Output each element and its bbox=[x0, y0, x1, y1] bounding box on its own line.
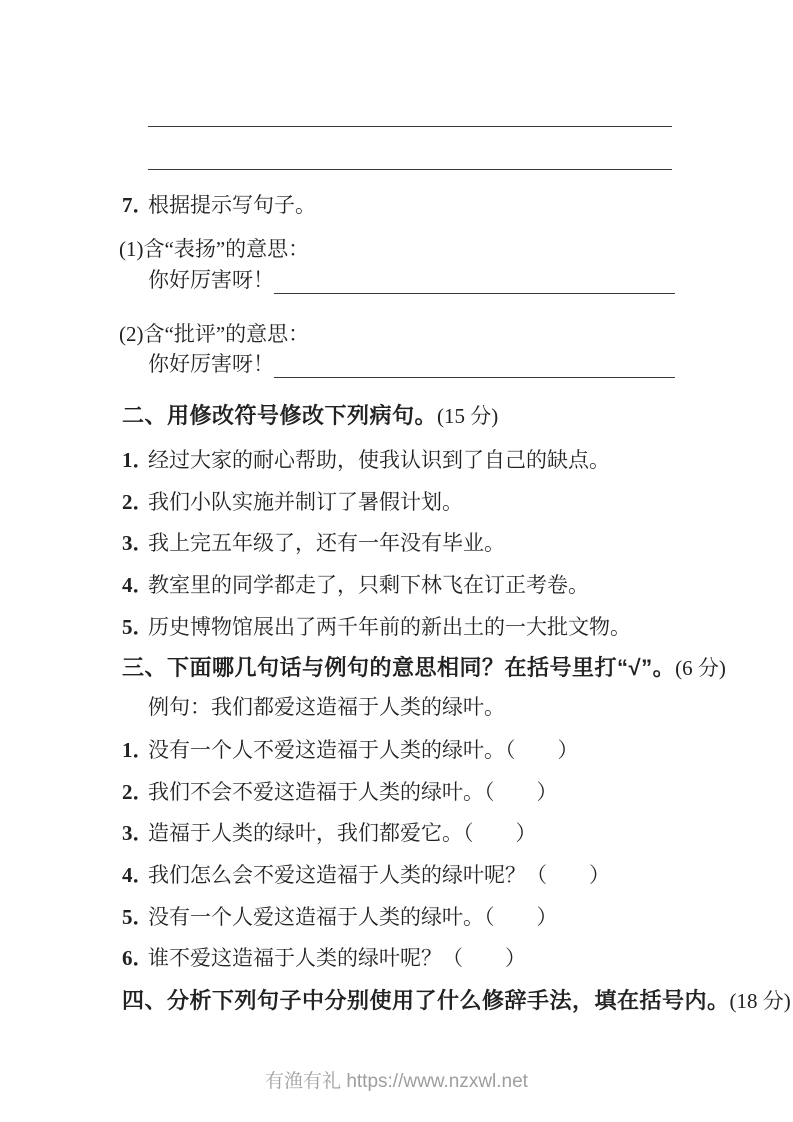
section-2-item-3 bbox=[122, 527, 505, 557]
section-3-item-6-text: 谁不爱这造福于人类的绿叶呢？（ ） bbox=[148, 946, 526, 970]
section-2-item-1-text: 经过大家的耐心帮助，使我认识到了自己的缺点。 bbox=[148, 448, 610, 472]
section-3-header bbox=[122, 651, 726, 682]
section-3-title: 下面哪几句话与例句的意思相同？在括号里打“√”。 bbox=[167, 655, 676, 680]
section-3-item-3-text: 造福于人类的绿叶，我们都爱它。（ ） bbox=[148, 821, 537, 845]
footer-watermark: 有渔有礼 https://www.nzxwl.net bbox=[265, 1071, 528, 1092]
question-7-number: 7． bbox=[122, 193, 154, 217]
section-3-example-text: 例句：我们都爱这造福于人类的绿叶。 bbox=[148, 695, 505, 719]
section-3-item-4 bbox=[122, 859, 610, 889]
section-4-title: 分析下列句子中分别使用了什么修辞手法，填在括号内。 bbox=[167, 988, 730, 1013]
question-7-sub-2-answer bbox=[148, 352, 675, 378]
section-2-item-2-number: 2． bbox=[122, 490, 154, 514]
section-2-number: 二、 bbox=[122, 403, 168, 428]
answer-blank-line-2 bbox=[148, 155, 672, 170]
section-4-number: 四、 bbox=[122, 988, 168, 1013]
section-2-item-4 bbox=[122, 569, 589, 599]
section-3-item-6 bbox=[122, 942, 526, 972]
section-3-item-2-text: 我们不会不爱这造福于人类的绿叶。（ ） bbox=[148, 780, 558, 804]
section-3-item-1-text: 没有一个人不爱这造福于人类的绿叶。（ ） bbox=[148, 738, 579, 762]
section-3-item-3 bbox=[122, 817, 537, 847]
section-2-item-5-text: 历史博物馆展出了两千年前的新出土的一大批文物。 bbox=[148, 615, 631, 639]
section-2-item-5 bbox=[122, 611, 631, 641]
section-2-item-2-text: 我们小队实施并制订了暑假计划。 bbox=[148, 490, 463, 514]
section-2-score: (15 分) bbox=[437, 404, 499, 428]
question-7-sub-2 bbox=[119, 318, 309, 348]
section-3-item-2-number: 2． bbox=[122, 780, 154, 804]
answer-prefix-criticize: 你好厉害呀！ bbox=[148, 352, 274, 376]
section-2-item-4-number: 4． bbox=[122, 573, 154, 597]
section-2-item-3-text: 我上完五年级了，还有一年没有毕业。 bbox=[148, 531, 505, 555]
section-3-item-1 bbox=[122, 734, 579, 764]
question-7-sub-1-number: (1) bbox=[119, 237, 144, 261]
section-3-item-2 bbox=[122, 776, 558, 806]
question-7-sub-2-text: 含“批评”的意思： bbox=[143, 322, 310, 346]
question-7-sub-2-number: (2) bbox=[119, 322, 144, 346]
section-2-title: 用修改符号修改下列病句。 bbox=[167, 403, 438, 428]
answer-fill-line-criticize bbox=[274, 355, 675, 378]
question-7-text: 根据提示写句子。 bbox=[148, 193, 316, 217]
question-7 bbox=[122, 189, 316, 219]
question-7-sub-1 bbox=[119, 233, 309, 263]
section-2-item-2 bbox=[122, 486, 463, 516]
section-3-score: (6 分) bbox=[675, 656, 726, 680]
section-3-item-3-number: 3． bbox=[122, 821, 154, 845]
section-3-item-6-number: 6． bbox=[122, 946, 154, 970]
section-2-header bbox=[122, 399, 498, 430]
section-2-item-4-text: 教室里的同学都走了，只剩下林飞在订正考卷。 bbox=[148, 573, 589, 597]
answer-prefix-praise: 你好厉害呀！ bbox=[148, 268, 274, 292]
section-2-item-1 bbox=[122, 444, 610, 474]
section-2-item-5-number: 5． bbox=[122, 615, 154, 639]
section-4-score: (18 分) bbox=[729, 989, 791, 1013]
section-3-item-1-number: 1． bbox=[122, 738, 154, 762]
answer-fill-line-praise bbox=[274, 271, 675, 294]
section-3-item-4-text: 我们怎么会不爱这造福于人类的绿叶呢？（ ） bbox=[148, 863, 610, 887]
section-3-item-4-number: 4． bbox=[122, 863, 154, 887]
section-2-item-1-number: 1． bbox=[122, 448, 154, 472]
answer-blank-line-1 bbox=[148, 112, 672, 127]
section-3-example bbox=[148, 691, 505, 721]
section-3-item-5-number: 5． bbox=[122, 905, 154, 929]
section-3-item-5-text: 没有一个人爱这造福于人类的绿叶。（ ） bbox=[148, 905, 558, 929]
section-4-header bbox=[122, 984, 791, 1015]
question-7-sub-1-answer bbox=[148, 268, 675, 294]
section-3-item-5 bbox=[122, 901, 558, 931]
section-3-number: 三、 bbox=[122, 655, 168, 680]
section-2-item-3-number: 3． bbox=[122, 531, 154, 555]
question-7-sub-1-text: 含“表扬”的意思： bbox=[143, 237, 310, 261]
